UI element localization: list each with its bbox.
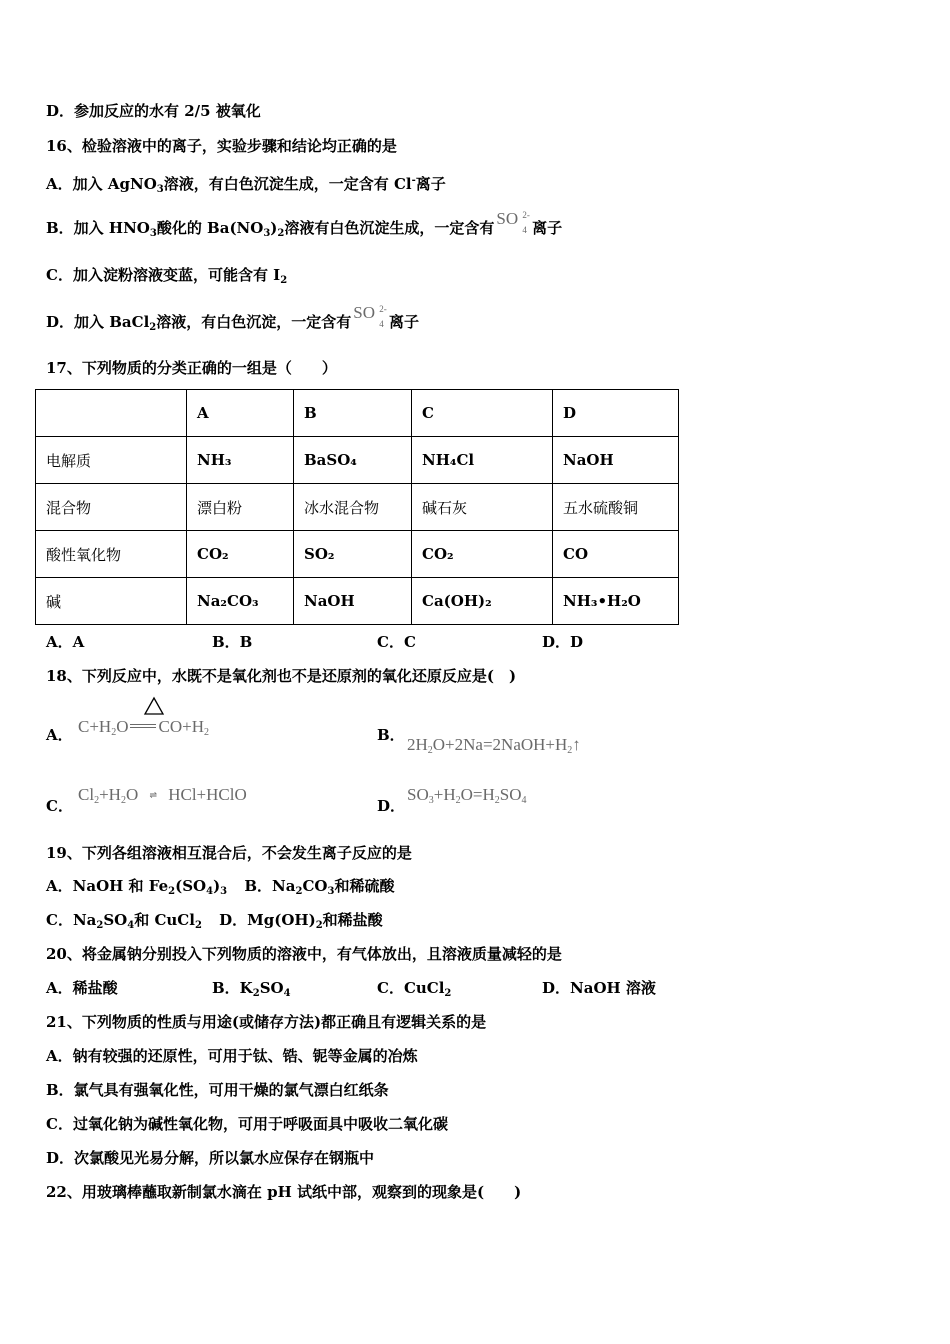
q20-stem: 20、将金属钠分别投入下列物质的溶液中，有气体放出，且溶液质量减轻的是 <box>46 945 562 963</box>
table-row <box>36 437 679 484</box>
q17-option-c: C．C <box>377 633 416 651</box>
table-cell: 冰水混合物 <box>294 484 412 531</box>
row-label: 混合物 <box>36 484 187 531</box>
table-cell: NH₄Cl <box>412 437 553 484</box>
q21-stem: 21、下列物质的性质与用途(或储存方法)都正确且有逻辑关系的是 <box>46 1013 487 1031</box>
q20-option-c: C．CuCl$_2$ <box>377 979 452 999</box>
table-row <box>36 531 679 578</box>
q19-stem: 19、下列各组溶液相互混合后，不会发生离子反应的是 <box>46 844 412 862</box>
q18-label-b: B． <box>377 726 405 744</box>
table-cell: 碱石灰 <box>412 484 553 531</box>
q16-option-a: A．加入 AgNO$_3$溶液，有白色沉淀生成，一定含有 Cl-离子 <box>46 175 446 195</box>
q22-stem: 22、用玻璃棒蘸取新制氯水滴在 pH 试纸中部，观察到的现象是( ) <box>46 1183 522 1201</box>
q18-formula-c: $Cl_2+H_2O$ ⇌ HCl+HClO <box>78 785 247 806</box>
q18-label-d: D． <box>377 797 406 815</box>
table-cell: CO₂ <box>412 531 553 578</box>
q16-option-c: C．加入淀粉溶液变蓝，可能含有 $I_2$ <box>46 266 288 286</box>
row-label: 碱 <box>36 578 187 625</box>
q20-option-b: B．$K_2SO_4$ <box>212 979 291 999</box>
table-cell: NaOH <box>294 578 412 625</box>
table-header-cell: C <box>412 390 553 437</box>
row-label: 酸性氧化物 <box>36 531 187 578</box>
q21-option-a: A．钠有较强的还原性，可用于钛、锆、铌等金属的冶炼 <box>46 1047 418 1065</box>
table-cell: NH₃•H₂O <box>553 578 679 625</box>
q21-option-d: D．次氯酸见光易分解，所以氯水应保存在钢瓶中 <box>46 1149 375 1167</box>
q18-label-c: C． <box>46 797 73 815</box>
q15-option-d: D．参加反应的水有 2/5 被氧化 <box>46 102 261 120</box>
table-cell: 五水硫酸铜 <box>553 484 679 531</box>
table-header-row <box>36 390 679 437</box>
q17-option-d: D．D <box>542 633 584 651</box>
q20-option-d: D．NaOH 溶液 <box>542 979 656 997</box>
table-cell: Na₂CO₃ <box>187 578 294 625</box>
table-cell: 漂白粉 <box>187 484 294 531</box>
q19-options-cd: C．$Na_2SO_4$和 CuCl$_2$ D．$Mg(OH)_2$和稀盐酸 <box>46 911 383 931</box>
table-cell: CO <box>553 531 679 578</box>
row-label: 电解质 <box>36 437 187 484</box>
q21-option-b: B．氯气具有强氧化性，可用干燥的氯气漂白红纸条 <box>46 1081 389 1099</box>
heat-triangle-icon <box>143 696 165 716</box>
q18-formula-a: $C+H_2O$ $CO+H_2$ <box>78 717 209 738</box>
table-header-cell <box>36 390 187 437</box>
q16-option-d: D．加入 BaCl$_2$溶液，有白色沉淀，一定含有 SO 2- 4 离子 <box>46 303 419 333</box>
table-header-cell: A <box>187 390 294 437</box>
sulfate-ion-formula: SO 2- 4 <box>496 209 530 235</box>
table-cell: NH₃ <box>187 437 294 484</box>
q18-label-a: A． <box>46 726 73 744</box>
q18-formula-b: $2H_2O+2Na=2NaOH+H_2↑$ <box>407 735 581 756</box>
table-cell: CO₂ <box>187 531 294 578</box>
table-header-cell: D <box>553 390 679 437</box>
table-cell: Ca(OH)₂ <box>412 578 553 625</box>
q17-stem: 17、下列物质的分类正确的一组是（ ） <box>46 359 337 377</box>
table-header-cell: B <box>294 390 412 437</box>
q21-option-c: C．过氧化钠为碱性氧化物，可用于呼吸面具中吸收二氧化碳 <box>46 1115 448 1133</box>
table-cell: SO₂ <box>294 531 412 578</box>
q16-stem: 16、检验溶液中的离子，实验步骤和结论均正确的是 <box>46 137 397 155</box>
q19-options-ab: A．NaOH 和 $Fe_2(SO_4)_3$ B．$Na_2CO_3$和稀硫酸 <box>46 877 395 897</box>
q20-option-a: A．稀盐酸 <box>46 979 118 997</box>
table-row <box>36 484 679 531</box>
table-row <box>36 578 679 625</box>
q17-option-b: B．B <box>212 633 253 651</box>
q17-option-a: A．A <box>46 633 85 651</box>
q18-stem: 18、下列反应中，水既不是氧化剂也不是还原剂的氧化还原反应是( ) <box>46 667 517 685</box>
table-cell: BaSO₄ <box>294 437 412 484</box>
q18-formula-d: $SO_3+H_2O=H_2SO_4$ <box>407 785 527 806</box>
sulfate-ion-formula: SO 2- 4 <box>353 303 387 329</box>
q16-option-b: B．加入 $HNO_3$酸化的 $Ba(NO_3)_2$溶液有白色沉淀生成，一定含有 SO 2- 4 离子 <box>46 209 563 239</box>
table-cell: NaOH <box>553 437 679 484</box>
classification-table <box>35 389 679 625</box>
